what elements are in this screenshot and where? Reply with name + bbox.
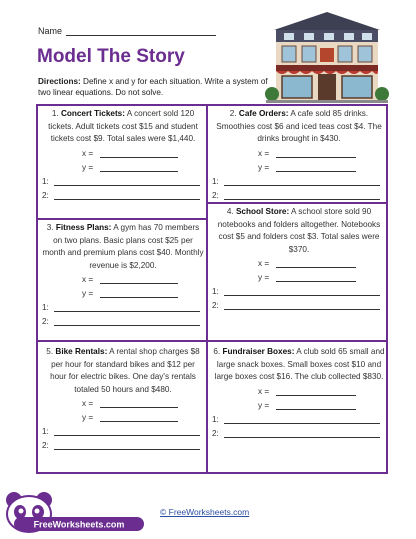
equation-2-row: 2: [42, 190, 204, 202]
equation-1-row: 1: [42, 426, 204, 438]
x-answer-line[interactable] [100, 157, 178, 158]
name-row [38, 26, 216, 36]
freeworksheets-logo [14, 516, 144, 532]
equation-1-line[interactable] [54, 435, 200, 436]
problem-2 [212, 108, 386, 202]
x-answer-row: x = [42, 398, 204, 410]
page-title: Model The Story [37, 46, 185, 67]
equation-1-row: 1: [42, 176, 204, 188]
equation-2-line[interactable] [54, 325, 200, 326]
grid-divider-vertical [206, 106, 208, 472]
problem-4-text: 4. School Store: A school store sold 90 notebooks and folders altogether. Notebooks cost $5 and folders cost $3. Total sales were $370. [217, 207, 381, 254]
x-answer-row: x = [42, 148, 204, 160]
grid-divider-left-1 [38, 218, 206, 220]
equation-2-line[interactable] [54, 449, 200, 450]
directions-text: Define x and y for each situation. Write a system of two linear equations. Do not solve. [38, 77, 268, 97]
equation-2-row: 2: [212, 190, 386, 202]
x-answer-row: x = [42, 274, 204, 286]
y-answer-row: y = [42, 162, 204, 174]
equation-1-row: 1: [212, 414, 386, 426]
problem-6 [212, 346, 386, 440]
directions-label: Directions: [38, 77, 81, 86]
problem-5 [42, 346, 204, 452]
equation-2-row: 2: [42, 440, 204, 452]
directions [38, 76, 270, 98]
equation-1-line[interactable] [54, 185, 200, 186]
y-answer-row: y = [212, 400, 386, 412]
y-answer-line[interactable] [276, 281, 356, 282]
x-answer-line[interactable] [100, 407, 178, 408]
name-line[interactable] [66, 26, 216, 36]
problem-1-text: 1. Concert Tickets: A concert sold 120 tickets. Adult tickets cost $15 and student tickets cost $9. Total sales were $1,440. [48, 109, 198, 143]
equation-1-row: 1: [212, 286, 386, 298]
grid-divider-right-2 [208, 340, 388, 342]
grid-divider-right-1 [208, 202, 388, 204]
equation-2-line[interactable] [54, 199, 200, 200]
y-answer-row: y = [212, 272, 386, 284]
x-answer-line[interactable] [276, 267, 356, 268]
y-answer-line[interactable] [100, 171, 178, 172]
problem-3-text: 3. Fitness Plans: A gym has 70 members on two plans. Basic plans cost $25 per month and premium plans cost $40. Monthly revenue is $2,200. [42, 223, 204, 270]
y-answer-row: y = [42, 288, 204, 300]
problem-5-text: 5. Bike Rentals: A rental shop charges $8 per hour for standard bikes and $12 per hour for electric bikes. One day's rentals totaled 50 hours and $480. [46, 347, 200, 394]
equation-2-row: 2: [212, 428, 386, 440]
problem-4 [212, 206, 386, 312]
equation-2-line[interactable] [224, 437, 380, 438]
x-answer-row: x = [212, 386, 386, 398]
x-answer-row: x = [212, 148, 386, 160]
problem-grid [36, 104, 388, 474]
grid-divider-left-2 [38, 340, 206, 342]
equation-1-line[interactable] [224, 295, 380, 296]
y-answer-line[interactable] [100, 421, 178, 422]
equation-2-line[interactable] [224, 199, 380, 200]
equation-1-row: 1: [42, 302, 204, 314]
problem-1 [42, 108, 204, 202]
equation-1-line[interactable] [54, 311, 200, 312]
equation-2-line[interactable] [224, 309, 380, 310]
equation-1-line[interactable] [224, 423, 380, 424]
x-answer-row: x = [212, 258, 386, 270]
y-answer-line[interactable] [276, 171, 356, 172]
footer-link[interactable]: © FreeWorksheets.com [160, 507, 250, 517]
y-answer-line[interactable] [276, 409, 356, 410]
equation-2-row: 2: [212, 300, 386, 312]
name-label: Name [38, 26, 63, 36]
x-answer-line[interactable] [276, 157, 356, 158]
y-answer-line[interactable] [100, 297, 178, 298]
equation-1-row: 1: [212, 176, 386, 188]
x-answer-line[interactable] [100, 283, 178, 284]
equation-1-line[interactable] [224, 185, 380, 186]
problem-2-text: 2. Cafe Orders: A cafe sold 85 drinks. Smoothies cost $6 and iced teas cost $4. The drinks brought in $430. [216, 109, 382, 143]
problem-3 [42, 222, 204, 328]
x-answer-line[interactable] [276, 395, 356, 396]
y-answer-row: y = [42, 412, 204, 424]
logo-text: FreeWorksheets.com [33, 519, 125, 530]
problem-6-text: 6. Fundraiser Boxes: A club sold 65 small and large snack boxes. Small boxes cost $10 and large boxes cost $16. The club collected $830. [213, 347, 385, 381]
y-answer-row: y = [212, 162, 386, 174]
storefront-illustration [262, 10, 392, 106]
equation-2-row: 2: [42, 316, 204, 328]
